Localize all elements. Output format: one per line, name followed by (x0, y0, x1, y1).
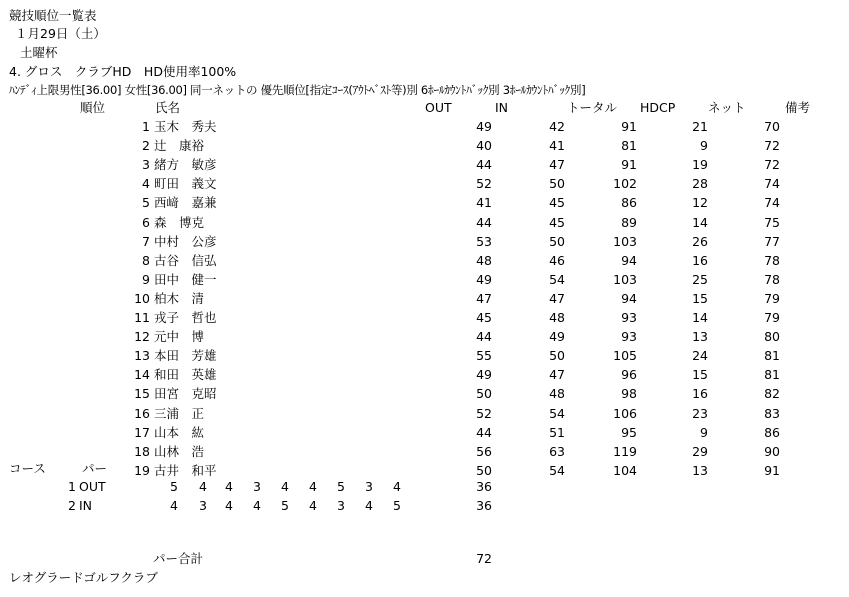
cell-in: 51 (549, 424, 565, 440)
cell-net: 81 (764, 348, 780, 364)
cell-out: 55 (476, 348, 492, 364)
cell-name: 古谷 信弘 (154, 252, 217, 268)
hole-par: 3 (365, 479, 373, 494)
cell-hdcp: 9 (700, 424, 708, 440)
cell-in: 54 (549, 462, 565, 478)
cell-net: 75 (764, 214, 780, 230)
cell-net: 78 (764, 271, 780, 287)
cell-in: 63 (549, 443, 565, 459)
cell-total: 91 (621, 119, 637, 134)
cell-in: 47 (549, 157, 565, 173)
cell-rank: 15 (134, 386, 150, 402)
cell-total: 91 (621, 157, 637, 173)
cell-name: 田宮 克昭 (154, 386, 217, 402)
cell-hdcp: 14 (692, 214, 708, 230)
cell-total: 98 (621, 386, 637, 402)
cell-hdcp: 26 (692, 233, 708, 249)
cell-hdcp: 15 (692, 290, 708, 306)
cell-net: 79 (764, 290, 780, 306)
hole-par: 4 (253, 498, 261, 513)
cell-in: 45 (549, 195, 565, 211)
cell-name: 古井 和平 (154, 462, 217, 478)
cell-hdcp: 23 (692, 405, 708, 421)
cell-hdcp: 24 (692, 348, 708, 364)
cell-rank: 19 (134, 462, 150, 478)
competition-format: 4. グロス クラブHD HD使用率100% (9, 64, 237, 79)
hole-par: 4 (170, 498, 178, 513)
hole-par: 4 (281, 479, 289, 494)
cell-out: 52 (476, 405, 492, 421)
cell-hdcp: 12 (692, 195, 708, 211)
col-name-header: 氏名 (155, 100, 181, 115)
par-total-label: パー合計 (153, 551, 204, 566)
hole-par: 4 (365, 498, 373, 513)
cell-rank: 9 (142, 271, 150, 287)
cell-rank: 6 (142, 214, 150, 230)
cell-out: 48 (476, 252, 492, 268)
col-net-header: ネット (708, 100, 746, 115)
cell-rank: 18 (134, 443, 150, 459)
cell-net: 80 (764, 329, 780, 345)
course-name: IN (79, 498, 93, 513)
cell-total: 93 (621, 310, 637, 325)
cell-in: 47 (549, 367, 565, 383)
cell-total: 94 (621, 252, 637, 268)
course-label: コース (9, 461, 46, 476)
cell-hdcp: 16 (692, 386, 708, 402)
hole-par: 4 (309, 498, 317, 513)
club-name: レオグラードゴルフクラブ (9, 570, 158, 585)
course-par-sum: 36 (476, 498, 492, 513)
cell-name: 元中 博 (154, 329, 205, 345)
cell-out: 49 (476, 367, 492, 383)
cell-total: 103 (613, 233, 637, 249)
cell-net: 86 (764, 424, 780, 440)
cell-rank: 7 (142, 233, 150, 249)
cell-name: 和田 英雄 (154, 367, 217, 383)
cell-in: 42 (549, 119, 565, 134)
cell-total: 86 (621, 195, 637, 211)
cell-out: 44 (476, 329, 492, 345)
cell-name: 山林 浩 (154, 443, 205, 459)
cell-total: 95 (621, 424, 637, 440)
hole-par: 3 (199, 498, 207, 513)
cell-out: 50 (476, 462, 492, 478)
cell-name: 中村 公彦 (154, 233, 217, 249)
cell-total: 93 (621, 329, 637, 345)
cell-name: 森 博克 (154, 214, 205, 230)
cell-out: 53 (476, 233, 492, 249)
cell-name: 本田 芳雄 (154, 348, 217, 364)
course-number: 1 (68, 479, 76, 494)
cell-name: 玉木 秀夫 (154, 119, 217, 134)
cell-net: 83 (764, 405, 780, 421)
col-in-header: IN (495, 100, 509, 115)
course-number: 2 (68, 498, 76, 513)
cell-name: 三浦 正 (154, 405, 205, 421)
cell-name: 戎子 哲也 (154, 310, 217, 325)
cell-out: 56 (476, 443, 492, 459)
cell-out: 52 (476, 176, 492, 192)
cell-hdcp: 14 (692, 310, 708, 325)
cell-net: 77 (764, 233, 780, 249)
cell-rank: 17 (134, 424, 150, 440)
cell-in: 48 (549, 310, 565, 325)
cell-out: 44 (476, 214, 492, 230)
cell-total: 94 (621, 290, 637, 306)
hole-par: 5 (281, 498, 289, 513)
cell-name: 西﨑 嘉兼 (154, 195, 217, 211)
cell-net: 70 (764, 119, 780, 134)
cell-in: 54 (549, 271, 565, 287)
cell-out: 50 (476, 386, 492, 402)
cell-name: 緒方 敏彦 (154, 157, 217, 173)
cell-in: 50 (549, 176, 565, 192)
cell-rank: 16 (134, 405, 150, 421)
hole-par: 3 (253, 479, 261, 494)
cell-name: 柏木 清 (154, 290, 205, 306)
par-total-value: 72 (476, 551, 492, 566)
cell-net: 82 (764, 386, 780, 402)
cell-hdcp: 9 (700, 138, 708, 154)
cell-in: 49 (549, 329, 565, 345)
cell-rank: 13 (134, 348, 150, 364)
hole-par: 4 (393, 479, 401, 494)
cell-total: 103 (613, 271, 637, 287)
cell-name: 辻 康裕 (154, 138, 205, 154)
cell-net: 81 (764, 367, 780, 383)
cell-rank: 5 (142, 195, 150, 211)
cell-net: 74 (764, 195, 780, 211)
cell-hdcp: 28 (692, 176, 708, 192)
course-name: OUT (79, 479, 106, 494)
cell-total: 102 (613, 176, 637, 192)
cell-hdcp: 21 (692, 119, 708, 134)
cell-rank: 3 (142, 157, 150, 173)
cell-total: 106 (613, 405, 637, 421)
cell-rank: 11 (134, 310, 150, 325)
col-rank-header: 順位 (80, 100, 106, 115)
handicap-conditions: ﾊﾝﾃﾞｨ上限男性[36.00] 女性[36.00] 同一ネットの 優先順位[指定ｺｰｽ(ｱｳﾄﾍﾞｽﾄ等)別 6ﾎｰﾙｶｳﾝﾄﾊﾞｯｸ別 3ﾎｰﾙｶｳﾝﾄﾊﾞｯｸ別] (9, 83, 586, 97)
cell-in: 45 (549, 214, 565, 230)
cell-out: 41 (476, 195, 492, 211)
cell-in: 47 (549, 290, 565, 306)
cell-hdcp: 16 (692, 252, 708, 268)
hole-par: 4 (309, 479, 317, 494)
cell-total: 96 (621, 367, 637, 383)
cell-total: 105 (613, 348, 637, 364)
col-remarks-header: 備考 (785, 100, 811, 115)
cell-out: 40 (476, 138, 492, 154)
cell-hdcp: 19 (692, 157, 708, 173)
cell-hdcp: 13 (692, 462, 708, 478)
hole-par: 5 (337, 479, 345, 494)
hole-par: 4 (225, 479, 233, 494)
col-hdcp-header: HDCP (640, 100, 676, 115)
document-title: 競技順位一覧表 (9, 8, 97, 23)
cell-name: 町田 義文 (154, 176, 217, 192)
hole-par: 3 (337, 498, 345, 513)
cell-rank: 2 (142, 138, 150, 154)
cell-hdcp: 29 (692, 443, 708, 459)
cell-net: 90 (764, 443, 780, 459)
cell-net: 72 (764, 157, 780, 173)
cell-hdcp: 13 (692, 329, 708, 345)
cell-in: 54 (549, 405, 565, 421)
col-total-header: トータル (567, 100, 618, 115)
cell-rank: 4 (142, 176, 150, 192)
cell-total: 104 (613, 462, 637, 478)
cell-out: 49 (476, 271, 492, 287)
cell-name: 田中 健一 (154, 271, 217, 287)
cell-rank: 1 (142, 119, 150, 134)
cell-net: 74 (764, 176, 780, 192)
par-label: パー (82, 461, 108, 476)
hole-par: 5 (170, 479, 178, 494)
cell-total: 81 (621, 138, 637, 154)
course-par-sum: 36 (476, 479, 492, 494)
hole-par: 5 (393, 498, 401, 513)
cell-hdcp: 15 (692, 367, 708, 383)
cell-in: 46 (549, 252, 565, 268)
cell-rank: 14 (134, 367, 150, 383)
event-date: １月29日（土） (15, 26, 106, 41)
cell-out: 45 (476, 310, 492, 325)
cell-in: 41 (549, 138, 565, 154)
cell-rank: 10 (134, 290, 150, 306)
event-name: 土曜杯 (20, 45, 58, 60)
cell-total: 119 (613, 443, 637, 459)
cell-total: 89 (621, 214, 637, 230)
hole-par: 4 (199, 479, 207, 494)
cell-hdcp: 25 (692, 271, 708, 287)
cell-in: 48 (549, 386, 565, 402)
cell-out: 49 (476, 119, 492, 134)
hole-par: 4 (225, 498, 233, 513)
cell-net: 79 (764, 310, 780, 325)
cell-out: 44 (476, 157, 492, 173)
cell-name: 山本 紘 (154, 424, 205, 440)
cell-rank: 12 (134, 329, 150, 345)
cell-out: 44 (476, 424, 492, 440)
cell-net: 78 (764, 252, 780, 268)
cell-out: 47 (476, 290, 492, 306)
col-out-header: OUT (425, 100, 452, 115)
cell-net: 72 (764, 138, 780, 154)
cell-in: 50 (549, 348, 565, 364)
cell-in: 50 (549, 233, 565, 249)
cell-rank: 8 (142, 252, 150, 268)
cell-net: 91 (764, 462, 780, 478)
